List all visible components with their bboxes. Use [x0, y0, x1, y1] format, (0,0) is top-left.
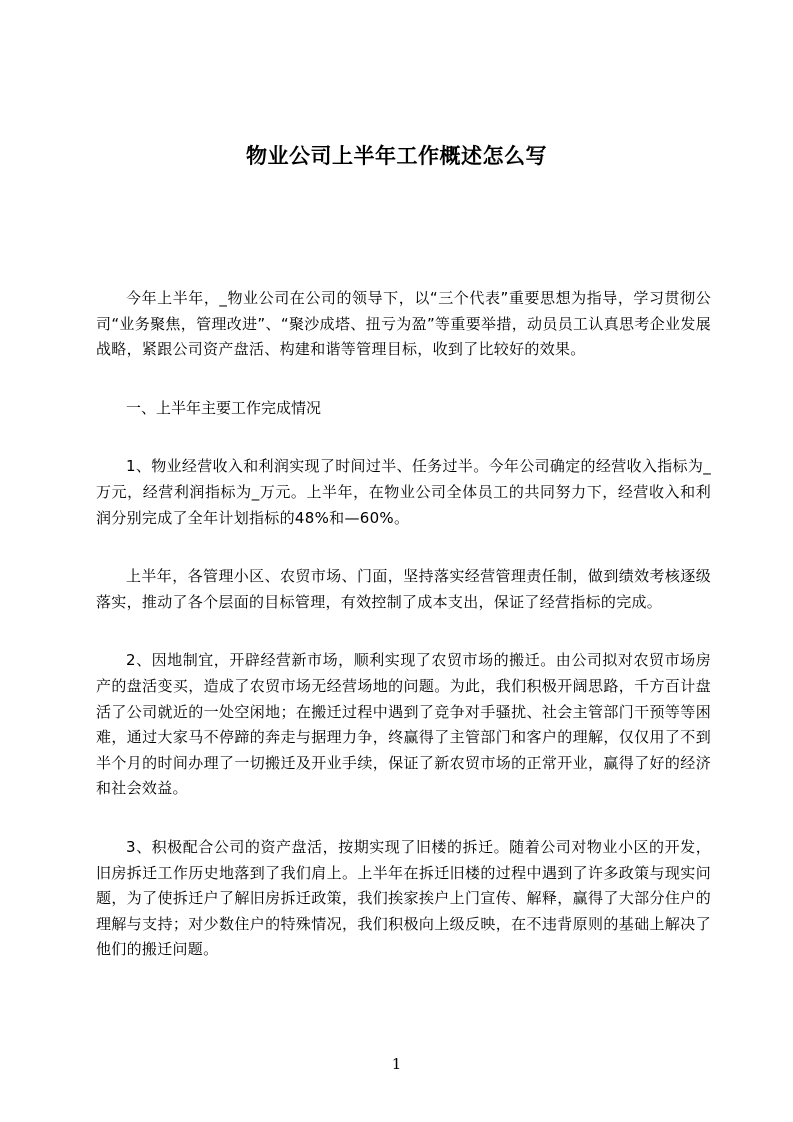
paragraph-item-1-detail: 上半年，各管理小区、农贸市场、门面，坚持落实经营管理责任制，做到绩效考核逐级落实，推动了各个层面的目标管理，有效控制了成本支出，保证了经营指标的完成。 — [96, 567, 711, 611]
document-body — [96, 286, 711, 963]
paragraph-intro: 今年上半年，_物业公司在公司的领导下，以“三个代表”重要思想为指导，学习贯彻公司“业务聚焦，管理改进”、“聚沙成塔、扭亏为盈”等重要举措，动员员工认真思考企业发展战略，紧跟公司资产盘活、构建和谐等管理目标，收到了比较好的效果。 — [96, 289, 712, 359]
section-heading: 一、上半年主要工作完成情况 — [126, 398, 322, 417]
paragraph-item-1: 1、物业经营收入和利润实现了时间过半、任务过半。今年公司确定的经营收入指标为_万元，经营利润指标为_万元。上半年，在物业公司全体员工的共同努力下，经营收入和利润分别完成了全年计划指标的48%和—60%。 — [96, 457, 711, 527]
paragraph-item-2: 2、因地制宜，开辟经营新市场，顺利实现了农贸市场的搬迁。由公司拟对农贸市场房产的盘活变买，造成了农贸市场无经营场地的问题。为此，我们积极开阔思路，千方百计盘活了公司就近的一处空闲地；在搬迁过程中遇到了竞争对手骚扰、社会主管部门干预等等困难，通过大家马不停蹄的奔走与据理力争，终赢得了主管部门和客户的理解，仅仅用了不到半个月的时间办理了一切搬迁及开业手续，保证了新农贸市场的正常开业，赢得了好的经济和社会效益。 — [96, 651, 711, 798]
page-title: 物业公司上半年工作概述怎么写 — [246, 144, 547, 168]
paragraph-item-3: 3、积极配合公司的资产盘活，按期实现了旧楼的拆迁。随着公司对物业小区的开发，旧房拆迁工作历史地落到了我们肩上。上半年在拆迁旧楼的过程中遇到了许多政策与现实问题，为了使拆迁户了解旧房拆迁政策，我们挨家挨户上门宣传、解释，赢得了大部分住户的理解与支持；对少数住户的特殊情况，我们积极向上级反映，在不违背原则的基础上解决了他们的搬迁问题。 — [96, 837, 711, 959]
page-number: 1 — [391, 1055, 402, 1073]
